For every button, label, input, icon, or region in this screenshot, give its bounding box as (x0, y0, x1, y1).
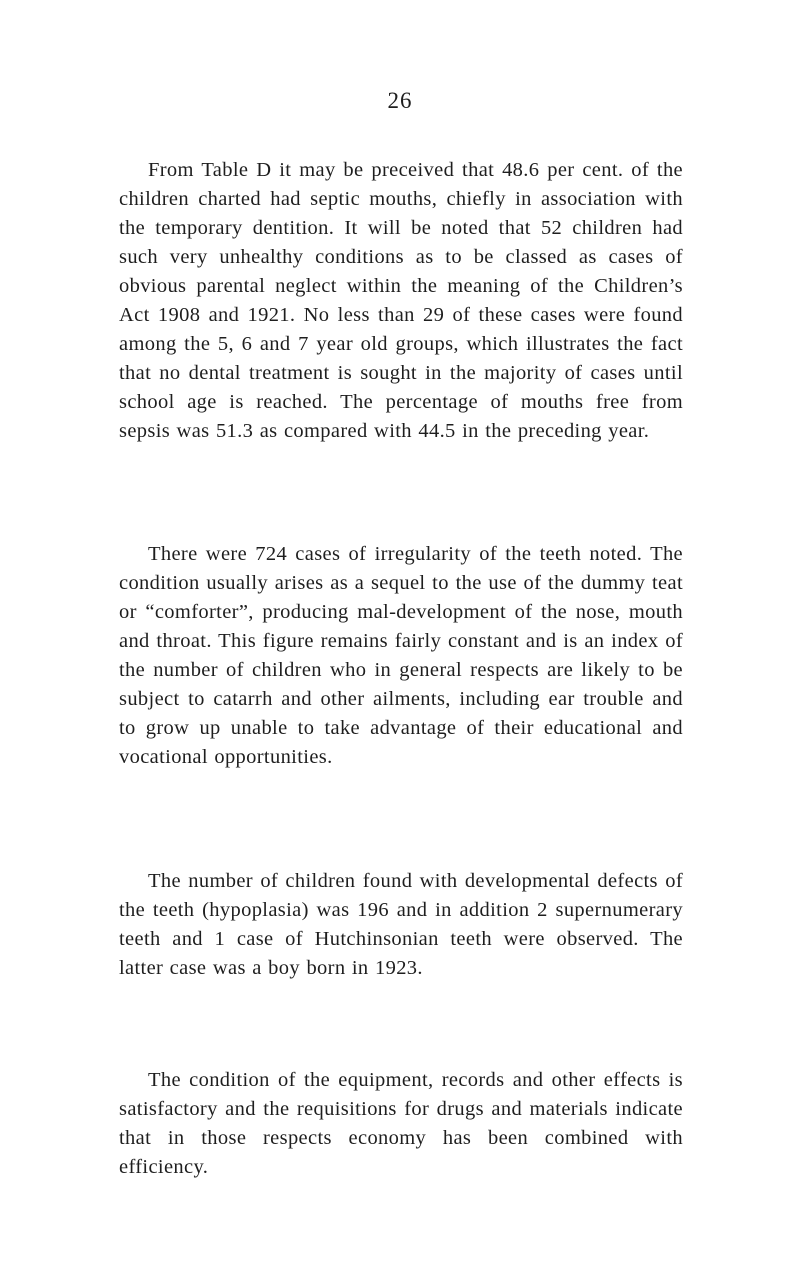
paragraph-equipment: The condition of the equipment, records and other effects is satisfactory and the requisitions for drugs and materials indicate that in those respects economy has been combined with efficiency. (119, 1069, 683, 1178)
paragraph-septic-mouths: From Table D it may be preceived that 48.6 per cent. of the children charted had septic mouths, chiefly in association with the temporary dentition. It will be noted that 52 children had such very unhealthy conditions as to be classed as cases of obvious parental neglect within the meaning of the Children’s Act 1908 and 1921. No less than 29 of these cases were found among the 5, 6 and 7 year old groups, which illustrates the fact that no dental treatment is sought in the majority of cases until school age is reached. The percentage of mouths free from sepsis was 51.3 as compared with 44.5 in the preceding year. (119, 159, 683, 442)
paragraph-developmental-defects: The number of children found with developmental defects of the teeth (hypoplasia) was 196 and in addition 2 supernumerary teeth and 1 case of Hutchinsonian teeth were observed. The latter case was a boy born in 1923. (119, 870, 683, 979)
paragraph-irregularity: There were 724 cases of irregularity of the teeth noted. The condition usually arises as a sequel to the use of the dummy teat or “comforter”, producing mal-development of the nose, mouth and throat. This figure remains fairly constant and is an index of the number of children who in general respects are likely to be subject to catarrh and other ailments, including ear trouble and to grow up unable to take advantage of their educational and vocational opportunities. (119, 543, 683, 768)
page-number: 26 (387, 88, 413, 113)
